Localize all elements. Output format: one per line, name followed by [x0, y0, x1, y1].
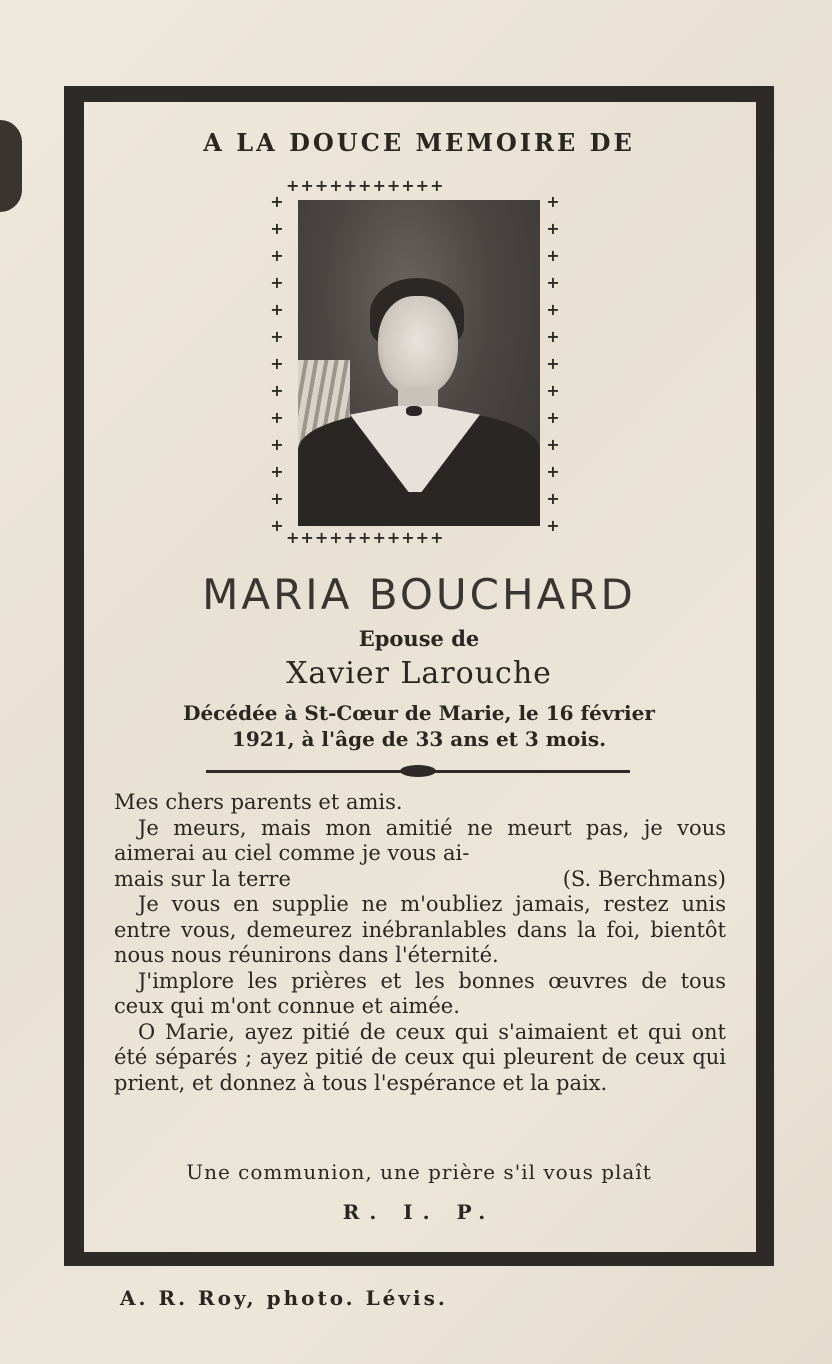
- paragraph-1: Je meurs, mais mon amitié ne meurt pas, je vous aimerai au ciel comme je vous ai-: [114, 815, 726, 865]
- communion-request: Une communion, une prière s'il vous plaît: [186, 1160, 652, 1184]
- death-line-1: Décédée à St-Cœur de Marie, le 16 février: [183, 701, 655, 725]
- cross-border-top: +++++++++++: [286, 178, 445, 194]
- paragraph-1-end: [114, 867, 726, 893]
- deceased-name: MARIA BOUCHARD: [202, 570, 636, 619]
- greeting: Mes chers parents et amis.: [114, 790, 403, 814]
- death-info: [84, 700, 754, 752]
- spouse-name: Xavier Larouche: [286, 656, 552, 691]
- photo-frame: [270, 178, 562, 546]
- cross-border-left: + + + + + + + + + + + + +: [270, 192, 284, 535]
- paragraph-1-tail: mais sur la terre: [114, 866, 291, 891]
- card-tab: [0, 120, 22, 212]
- paragraph-4: O Marie, ayez pitié de ceux qui s'aimaient et qui ont été séparés ; ayez pitié de ceux qui pleurent de ceux qui prient, et donnez à tous l'espérance et la paix.: [114, 1019, 726, 1095]
- rip-text: R. I. P.: [342, 1200, 496, 1224]
- death-line-2: 1921, à l'âge de 33 ans et 3 mois.: [231, 727, 607, 751]
- portrait-photo: [298, 200, 540, 526]
- portrait-face: [378, 296, 458, 396]
- quote-source: (S. Berchmans): [562, 866, 726, 891]
- paragraph-2: Je vous en supplie ne m'oubliez jamais, restez unis entre vous, demeurez inébranlables dans la foi, bientôt nous nous réunirons dans l'éternité.: [114, 892, 726, 967]
- paragraph-3: J'implore les prières et les bonnes œuvres de tous ceux qui m'ont connue et aimée.: [114, 968, 726, 1018]
- cross-border-right: + + + + + + + + + + + + +: [546, 192, 560, 535]
- portrait-bow: [406, 406, 422, 416]
- memorial-text: [114, 790, 726, 1096]
- relation-label: Epouse de: [358, 626, 480, 651]
- header-title: A LA DOUCE MEMOIRE DE: [203, 128, 635, 157]
- divider-ornament: [400, 765, 436, 777]
- photographer-credit: A. R. Roy, photo. Lévis.: [120, 1286, 448, 1310]
- cross-border-bottom: +++++++++++: [286, 530, 445, 546]
